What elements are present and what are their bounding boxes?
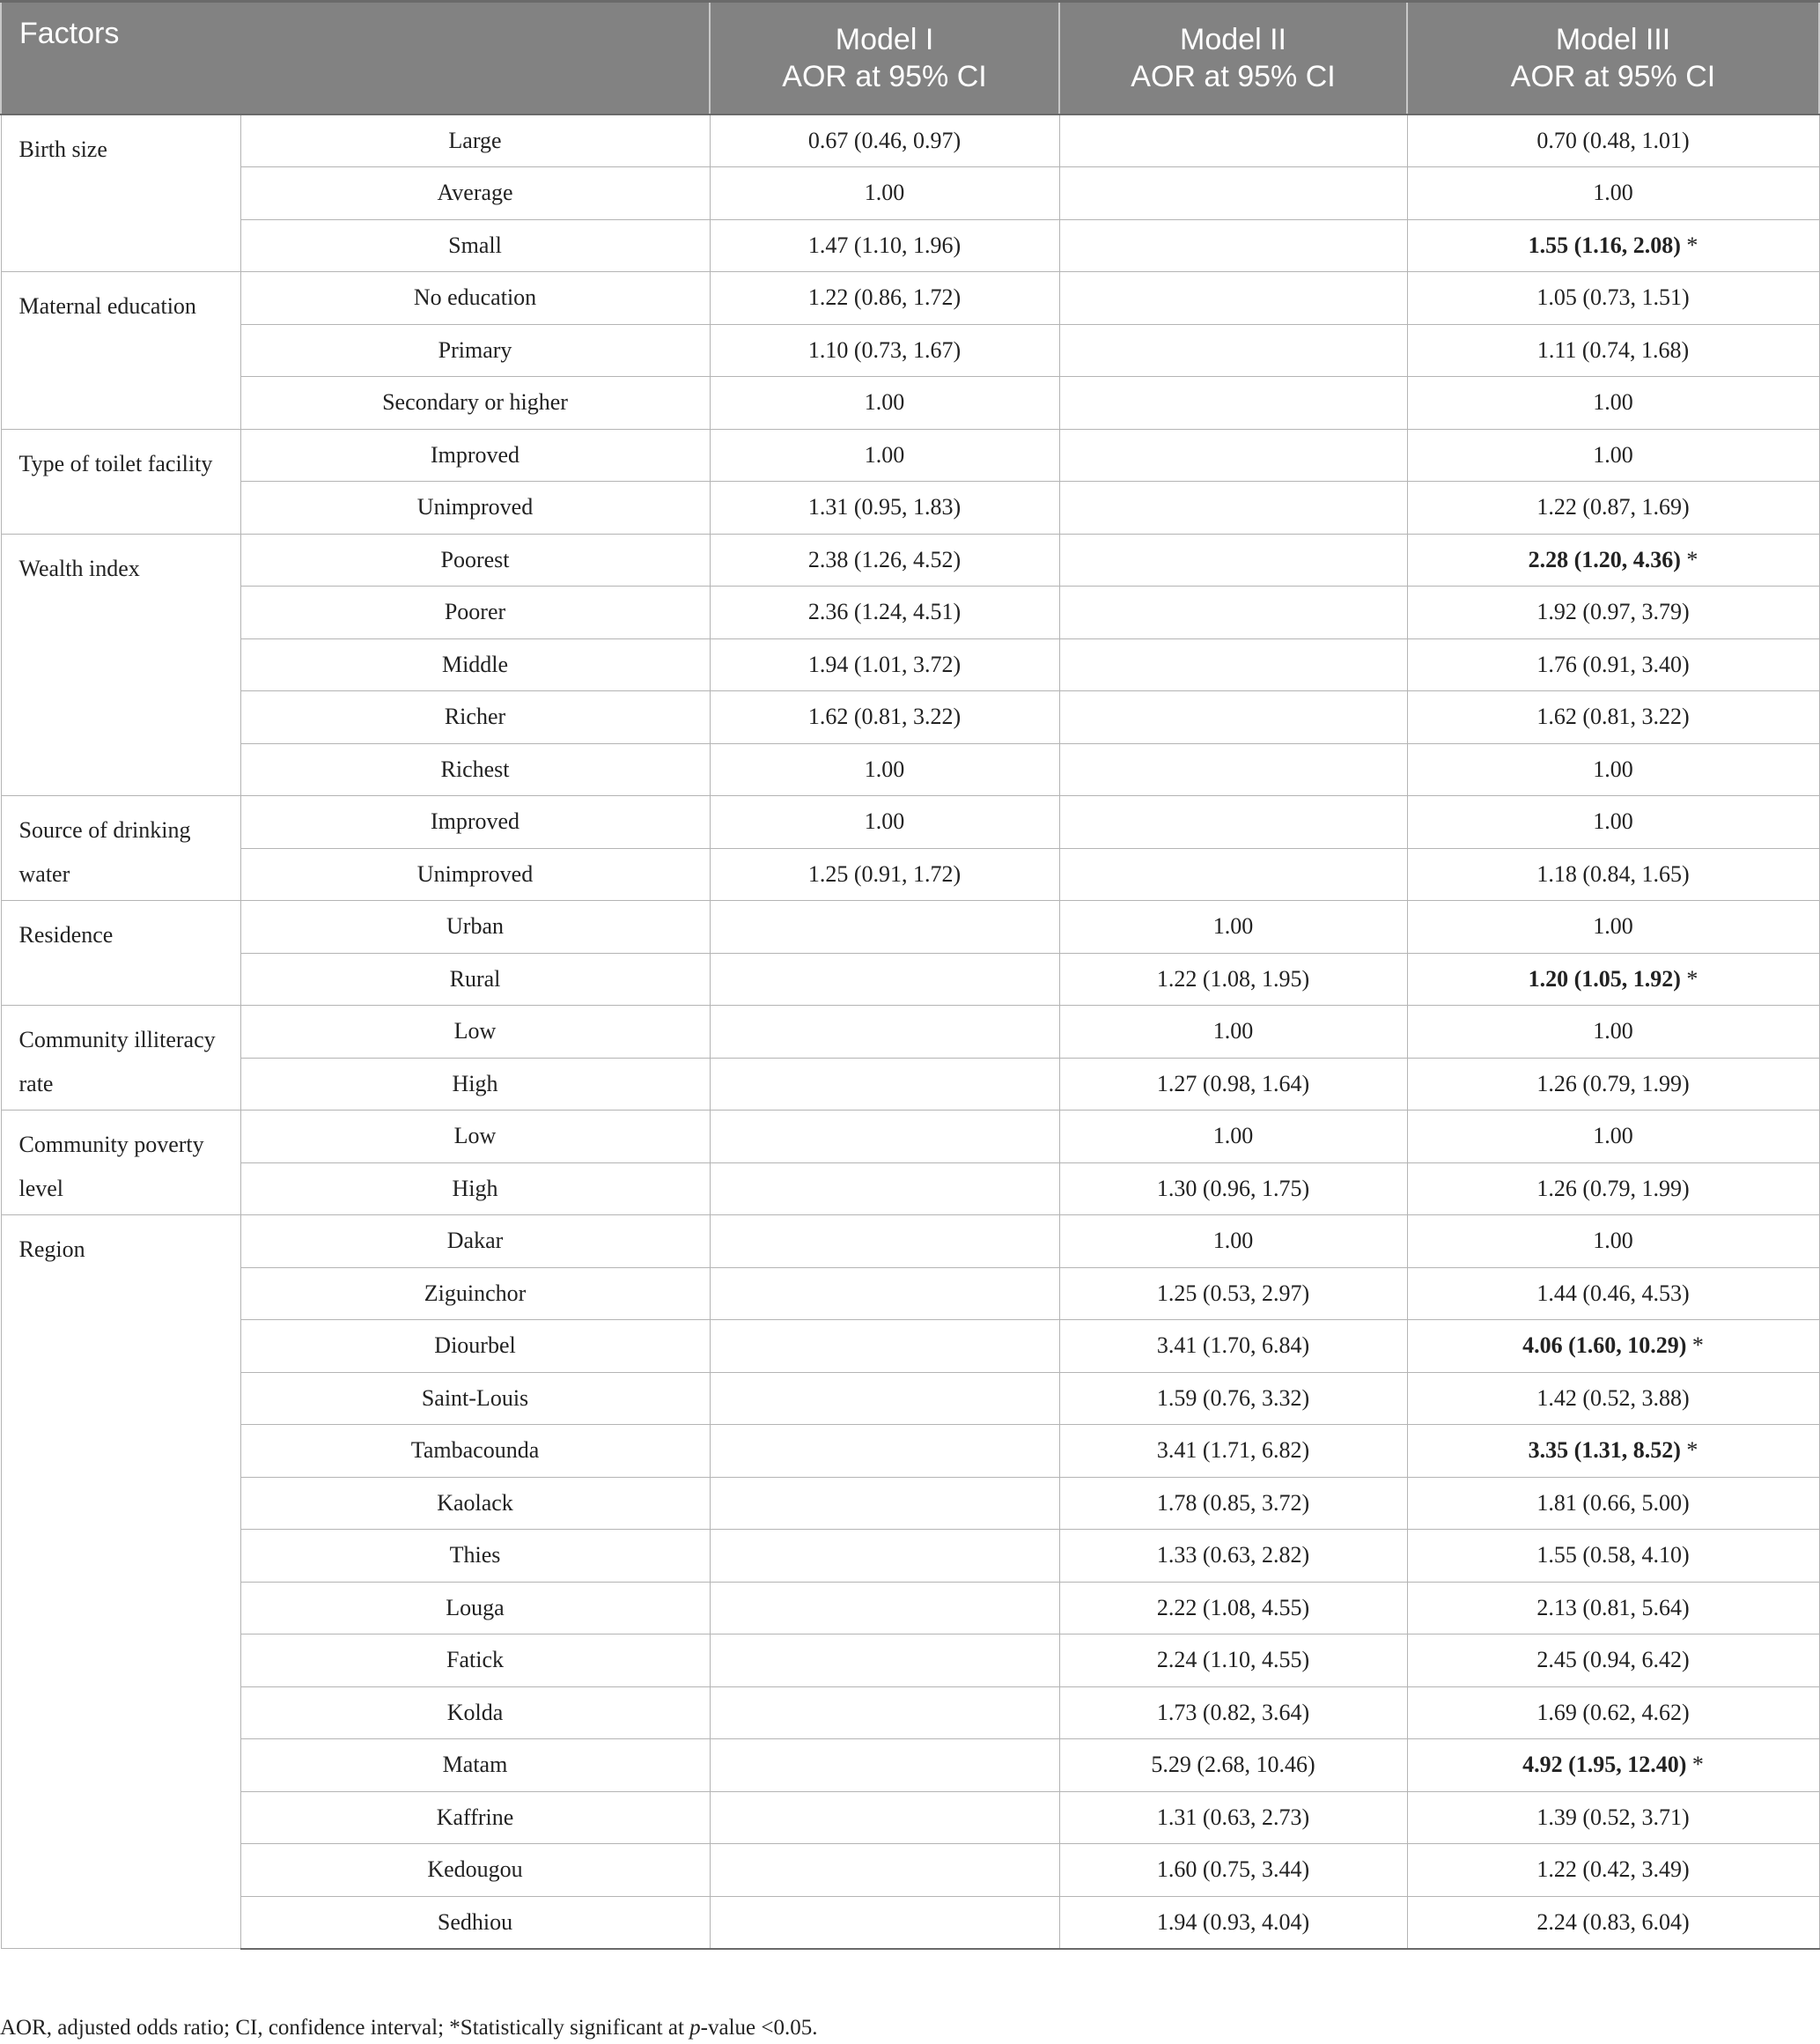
table-row xyxy=(1,638,1819,691)
model-3-cell: 1.00 xyxy=(1407,901,1819,954)
table-row xyxy=(1,1058,1819,1111)
table-row xyxy=(1,1477,1819,1530)
model-2-cell xyxy=(1059,167,1407,220)
model-1-cell xyxy=(710,1425,1059,1478)
level-cell: Richer xyxy=(240,691,710,744)
table-row xyxy=(1,1111,1819,1163)
level-cell: Low xyxy=(240,1111,710,1163)
model-3-cell: 1.00 xyxy=(1407,429,1819,482)
model-3-cell: 1.22 (0.42, 3.49) xyxy=(1407,1844,1819,1897)
footnote-p-italic: p xyxy=(689,2016,701,2040)
table-row xyxy=(1,1425,1819,1478)
model-2-cell xyxy=(1059,796,1407,849)
level-cell: Kaffrine xyxy=(240,1791,710,1844)
level-cell: Improved xyxy=(240,429,710,482)
model-1-cell: 1.10 (0.73, 1.67) xyxy=(710,324,1059,377)
model-2-cell: 1.27 (0.98, 1.64) xyxy=(1059,1058,1407,1111)
model-3-cell: 2.45 (0.94, 6.42) xyxy=(1407,1634,1819,1687)
model-3-cell: 1.22 (0.87, 1.69) xyxy=(1407,482,1819,535)
model-3-cell xyxy=(1407,219,1819,272)
level-cell: Sedhiou xyxy=(240,1896,710,1949)
table-row xyxy=(1,534,1819,587)
model-3-cell: 2.13 (0.81, 5.64) xyxy=(1407,1582,1819,1634)
table-row xyxy=(1,219,1819,272)
model-1-cell xyxy=(710,901,1059,954)
model-3-cell: 1.00 xyxy=(1407,167,1819,220)
model-2-cell xyxy=(1059,848,1407,901)
model-1-cell: 0.67 (0.46, 0.97) xyxy=(710,114,1059,167)
model-1-cell: 1.31 (0.95, 1.83) xyxy=(710,482,1059,535)
factor-cell: Wealth index xyxy=(1,534,240,796)
level-cell: Rural xyxy=(240,953,710,1006)
model-2-cell: 1.31 (0.63, 2.73) xyxy=(1059,1791,1407,1844)
model-2-cell: 1.22 (1.08, 1.95) xyxy=(1059,953,1407,1006)
model-1-cell: 1.47 (1.10, 1.96) xyxy=(710,219,1059,272)
model-2-cell: 3.41 (1.70, 6.84) xyxy=(1059,1320,1407,1373)
table-row xyxy=(1,1162,1819,1215)
model-1-cell xyxy=(710,1686,1059,1739)
table-row xyxy=(1,587,1819,639)
table-row xyxy=(1,1267,1819,1320)
model-3-significant-value: 4.06 (1.60, 10.29) xyxy=(1522,1332,1687,1359)
table-row xyxy=(1,1006,1819,1059)
table-row xyxy=(1,953,1819,1006)
model-2-cell: 1.00 xyxy=(1059,1111,1407,1163)
level-cell: Urban xyxy=(240,901,710,954)
model-3-cell xyxy=(1407,534,1819,587)
model-1-cell: 1.00 xyxy=(710,167,1059,220)
model-2-cell: 1.59 (0.76, 3.32) xyxy=(1059,1372,1407,1425)
model-2-cell: 1.73 (0.82, 3.64) xyxy=(1059,1686,1407,1739)
header-model-1 xyxy=(710,2,1059,115)
model-1-cell: 2.38 (1.26, 4.52) xyxy=(710,534,1059,587)
factor-cell: Residence xyxy=(1,901,240,1006)
model-3-cell: 1.92 (0.97, 3.79) xyxy=(1407,587,1819,639)
model-1-cell xyxy=(710,1634,1059,1687)
model-2-cell xyxy=(1059,324,1407,377)
table-row xyxy=(1,1844,1819,1897)
table-row xyxy=(1,901,1819,954)
model-3-cell xyxy=(1407,953,1819,1006)
model-1-cell xyxy=(710,1372,1059,1425)
level-cell: Poorest xyxy=(240,534,710,587)
model-2-cell xyxy=(1059,638,1407,691)
model-3-significant-value: 1.20 (1.05, 1.92) xyxy=(1528,965,1681,992)
footnote-text-2: -value <0.05. xyxy=(700,2016,818,2040)
model-2-cell: 1.00 xyxy=(1059,1215,1407,1268)
level-cell: Middle xyxy=(240,638,710,691)
level-cell: Saint-Louis xyxy=(240,1372,710,1425)
model-3-significant-value: 3.35 (1.31, 8.52) xyxy=(1528,1437,1681,1464)
footnote-text-1: AOR, adjusted odds ratio; CI, confidence interval; *Statistically significant at xyxy=(0,2016,690,2040)
model-1-cell xyxy=(710,953,1059,1006)
model-3-cell xyxy=(1407,1425,1819,1478)
model-3-cell: 1.81 (0.66, 5.00) xyxy=(1407,1477,1819,1530)
model-3-cell: 2.24 (0.83, 6.04) xyxy=(1407,1896,1819,1949)
table-row xyxy=(1,114,1819,167)
model-3-cell: 1.00 xyxy=(1407,377,1819,430)
level-cell: Dakar xyxy=(240,1215,710,1268)
model-1-cell xyxy=(710,1320,1059,1373)
factor-cell: Community poverty level xyxy=(1,1111,240,1215)
model-1-cell: 2.36 (1.24, 4.51) xyxy=(710,587,1059,639)
level-cell: Ziguinchor xyxy=(240,1267,710,1320)
table-row xyxy=(1,796,1819,849)
level-cell: Poorer xyxy=(240,587,710,639)
level-cell: Louga xyxy=(240,1582,710,1634)
model-2-cell xyxy=(1059,219,1407,272)
model-3-cell: 1.11 (0.74, 1.68) xyxy=(1407,324,1819,377)
header-factors: Factors xyxy=(1,2,710,115)
table-row xyxy=(1,167,1819,220)
model-1-cell xyxy=(710,1739,1059,1792)
model-2-cell xyxy=(1059,377,1407,430)
significance-marker: * xyxy=(1691,1752,1704,1778)
level-cell: Tambacounda xyxy=(240,1425,710,1478)
header-model-1-title: Model I xyxy=(835,23,934,56)
level-cell: Low xyxy=(240,1006,710,1059)
table-row xyxy=(1,377,1819,430)
model-2-cell xyxy=(1059,587,1407,639)
model-1-cell xyxy=(710,1111,1059,1163)
table-row xyxy=(1,1896,1819,1949)
model-2-cell: 1.78 (0.85, 3.72) xyxy=(1059,1477,1407,1530)
significance-marker: * xyxy=(1686,965,1698,992)
model-2-cell: 1.94 (0.93, 4.04) xyxy=(1059,1896,1407,1949)
model-3-cell: 1.00 xyxy=(1407,1215,1819,1268)
model-2-cell xyxy=(1059,114,1407,167)
table-row xyxy=(1,324,1819,377)
header-model-3-title: Model III xyxy=(1555,23,1671,56)
table-row xyxy=(1,1686,1819,1739)
table-row xyxy=(1,1320,1819,1373)
model-1-cell: 1.00 xyxy=(710,743,1059,796)
table-row xyxy=(1,1372,1819,1425)
model-3-cell: 0.70 (0.48, 1.01) xyxy=(1407,114,1819,167)
level-cell: High xyxy=(240,1162,710,1215)
table-body xyxy=(1,114,1819,1949)
header-model-3 xyxy=(1407,2,1819,115)
model-1-cell xyxy=(710,1006,1059,1059)
table-row xyxy=(1,1530,1819,1583)
model-2-cell: 1.30 (0.96, 1.75) xyxy=(1059,1162,1407,1215)
model-2-cell xyxy=(1059,482,1407,535)
model-2-cell: 1.60 (0.75, 3.44) xyxy=(1059,1844,1407,1897)
table-row xyxy=(1,429,1819,482)
model-3-significant-value: 2.28 (1.20, 4.36) xyxy=(1528,546,1681,572)
model-3-cell: 1.42 (0.52, 3.88) xyxy=(1407,1372,1819,1425)
model-2-cell: 1.00 xyxy=(1059,901,1407,954)
table-row xyxy=(1,743,1819,796)
model-1-cell xyxy=(710,1791,1059,1844)
model-3-significant-value: 4.92 (1.95, 12.40) xyxy=(1522,1752,1687,1778)
model-2-cell: 1.33 (0.63, 2.82) xyxy=(1059,1530,1407,1583)
table-row xyxy=(1,1582,1819,1634)
model-2-cell: 2.24 (1.10, 4.55) xyxy=(1059,1634,1407,1687)
model-2-cell xyxy=(1059,429,1407,482)
model-3-cell: 1.62 (0.81, 3.22) xyxy=(1407,691,1819,744)
model-1-cell: 1.00 xyxy=(710,796,1059,849)
level-cell: Kaolack xyxy=(240,1477,710,1530)
model-3-cell: 1.00 xyxy=(1407,1111,1819,1163)
model-2-cell: 1.25 (0.53, 2.97) xyxy=(1059,1267,1407,1320)
model-2-cell: 5.29 (2.68, 10.46) xyxy=(1059,1739,1407,1792)
factor-cell: Community illiteracy rate xyxy=(1,1006,240,1111)
header-model-2-title: Model II xyxy=(1180,23,1286,56)
model-1-cell xyxy=(710,1162,1059,1215)
table-row xyxy=(1,1215,1819,1268)
model-1-cell: 1.00 xyxy=(710,429,1059,482)
level-cell: Improved xyxy=(240,796,710,849)
level-cell: Kedougou xyxy=(240,1844,710,1897)
significance-marker: * xyxy=(1686,1437,1698,1464)
level-cell: Primary xyxy=(240,324,710,377)
model-1-cell xyxy=(710,1058,1059,1111)
factor-cell: Region xyxy=(1,1215,240,1949)
model-2-cell: 1.00 xyxy=(1059,1006,1407,1059)
level-cell: Richest xyxy=(240,743,710,796)
model-2-cell: 2.22 (1.08, 4.55) xyxy=(1059,1582,1407,1634)
model-1-cell xyxy=(710,1844,1059,1897)
factor-cell: Source of drinking water xyxy=(1,796,240,901)
model-1-cell xyxy=(710,1530,1059,1583)
model-3-cell: 1.00 xyxy=(1407,743,1819,796)
model-3-cell: 1.39 (0.52, 3.71) xyxy=(1407,1791,1819,1844)
level-cell: Average xyxy=(240,167,710,220)
factor-cell: Maternal education xyxy=(1,272,240,430)
level-cell: No education xyxy=(240,272,710,325)
model-3-cell: 1.26 (0.79, 1.99) xyxy=(1407,1162,1819,1215)
model-1-cell xyxy=(710,1215,1059,1268)
level-cell: Matam xyxy=(240,1739,710,1792)
significance-marker: * xyxy=(1686,546,1698,572)
table-row xyxy=(1,272,1819,325)
model-3-cell: 1.05 (0.73, 1.51) xyxy=(1407,272,1819,325)
level-cell: Small xyxy=(240,219,710,272)
header-model-1-subtitle: AOR at 95% CI xyxy=(782,60,987,93)
model-1-cell: 1.94 (1.01, 3.72) xyxy=(710,638,1059,691)
factor-cell: Type of toilet facility xyxy=(1,429,240,534)
model-3-cell: 1.55 (0.58, 4.10) xyxy=(1407,1530,1819,1583)
table-row xyxy=(1,482,1819,535)
level-cell: Large xyxy=(240,114,710,167)
table-header xyxy=(1,2,1819,115)
model-3-cell: 1.00 xyxy=(1407,1006,1819,1059)
model-1-cell xyxy=(710,1896,1059,1949)
significance-marker: * xyxy=(1686,232,1698,258)
model-2-cell xyxy=(1059,534,1407,587)
model-3-cell: 1.76 (0.91, 3.40) xyxy=(1407,638,1819,691)
header-model-2-subtitle: AOR at 95% CI xyxy=(1131,60,1336,93)
table-row xyxy=(1,848,1819,901)
model-3-significant-value: 1.55 (1.16, 2.08) xyxy=(1528,232,1681,258)
level-cell: Unimproved xyxy=(240,482,710,535)
level-cell: High xyxy=(240,1058,710,1111)
level-cell: Unimproved xyxy=(240,848,710,901)
level-cell: Secondary or higher xyxy=(240,377,710,430)
table-footnote xyxy=(0,2015,1820,2041)
model-1-cell: 1.00 xyxy=(710,377,1059,430)
model-3-cell xyxy=(1407,1320,1819,1373)
model-1-cell: 1.22 (0.86, 1.72) xyxy=(710,272,1059,325)
model-3-cell: 1.26 (0.79, 1.99) xyxy=(1407,1058,1819,1111)
model-1-cell: 1.25 (0.91, 1.72) xyxy=(710,848,1059,901)
table-row xyxy=(1,1634,1819,1687)
model-3-cell xyxy=(1407,1739,1819,1792)
level-cell: Fatick xyxy=(240,1634,710,1687)
model-1-cell: 1.62 (0.81, 3.22) xyxy=(710,691,1059,744)
model-2-cell xyxy=(1059,272,1407,325)
model-2-cell: 3.41 (1.71, 6.82) xyxy=(1059,1425,1407,1478)
significance-marker: * xyxy=(1691,1332,1704,1359)
model-3-cell: 1.18 (0.84, 1.65) xyxy=(1407,848,1819,901)
table-row xyxy=(1,1791,1819,1844)
header-row xyxy=(1,2,1819,115)
model-1-cell xyxy=(710,1267,1059,1320)
table-row xyxy=(1,691,1819,744)
model-3-cell: 1.69 (0.62, 4.62) xyxy=(1407,1686,1819,1739)
header-model-2 xyxy=(1059,2,1407,115)
model-3-cell: 1.44 (0.46, 4.53) xyxy=(1407,1267,1819,1320)
level-cell: Thies xyxy=(240,1530,710,1583)
model-3-cell: 1.00 xyxy=(1407,796,1819,849)
model-2-cell xyxy=(1059,743,1407,796)
table-row xyxy=(1,1739,1819,1792)
factor-cell: Birth size xyxy=(1,114,240,272)
model-1-cell xyxy=(710,1477,1059,1530)
level-cell: Kolda xyxy=(240,1686,710,1739)
model-1-cell xyxy=(710,1582,1059,1634)
model-2-cell xyxy=(1059,691,1407,744)
header-model-3-subtitle: AOR at 95% CI xyxy=(1510,60,1716,93)
level-cell: Diourbel xyxy=(240,1320,710,1373)
